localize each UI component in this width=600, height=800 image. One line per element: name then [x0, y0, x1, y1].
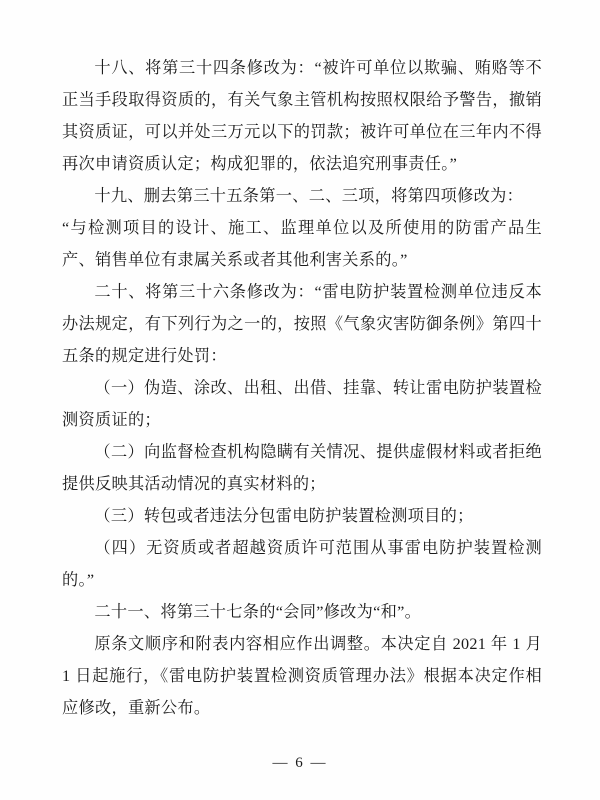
- paragraph-article-18: 十八、将第三十四条修改为：“被许可单位以欺骗、贿赂等不正当手段取得资质的，有关气象主管机构按照权限给予警告，撤销其资质证，可以并处三万元以下的罚款；被许可单位在三年内不得再次申请资质认定；构成犯罪的，依法追究刑事责任。”: [62, 59, 542, 173]
- page-number: — 6 —: [272, 755, 328, 771]
- paragraph-article-19-quote: “与检测项目的设计、施工、监理单位以及所使用的防雷产品生产、销售单位有隶属关系或者其他利害关系的。”: [62, 219, 542, 269]
- paragraph-article-21: 二十一、将第三十七条的“会同”修改为“和”。: [94, 603, 422, 621]
- document-body: [62, 52, 542, 724]
- paragraph-closing: 原条文顺序和附表内容相应作出调整。本决定自 2021 年 1 月 1 日起施行，《雷电防护装置检测资质管理办法》根据本决定作相应修改，重新公布。: [62, 635, 542, 717]
- paragraph-article-20: 二十、将第三十六条修改为：“雷电防护装置检测单位违反本办法规定，有下列行为之一的，按照《气象灾害防御条例》第四十五条的规定进行处罚：: [62, 283, 542, 365]
- paragraph-article-20-item-1: （一）伪造、涂改、出租、出借、挂靠、转让雷电防护装置检测资质证的；: [62, 379, 542, 429]
- paragraph-article-20-item-3: （三）转包或者违法分包雷电防护装置检测项目的；: [94, 507, 474, 525]
- paragraph-article-20-item-4: （四）无资质或者超越资质许可范围从事雷电防护装置检测的。”: [62, 539, 542, 589]
- paragraph-article-20-item-2: （二）向监督检查机构隐瞒有关情况、提供虚假材料或者拒绝提供反映其活动情况的真实材料的；: [62, 443, 542, 493]
- paragraph-article-19: 十九、删去第三十五条第一、二、三项，将第四项修改为：: [94, 187, 524, 205]
